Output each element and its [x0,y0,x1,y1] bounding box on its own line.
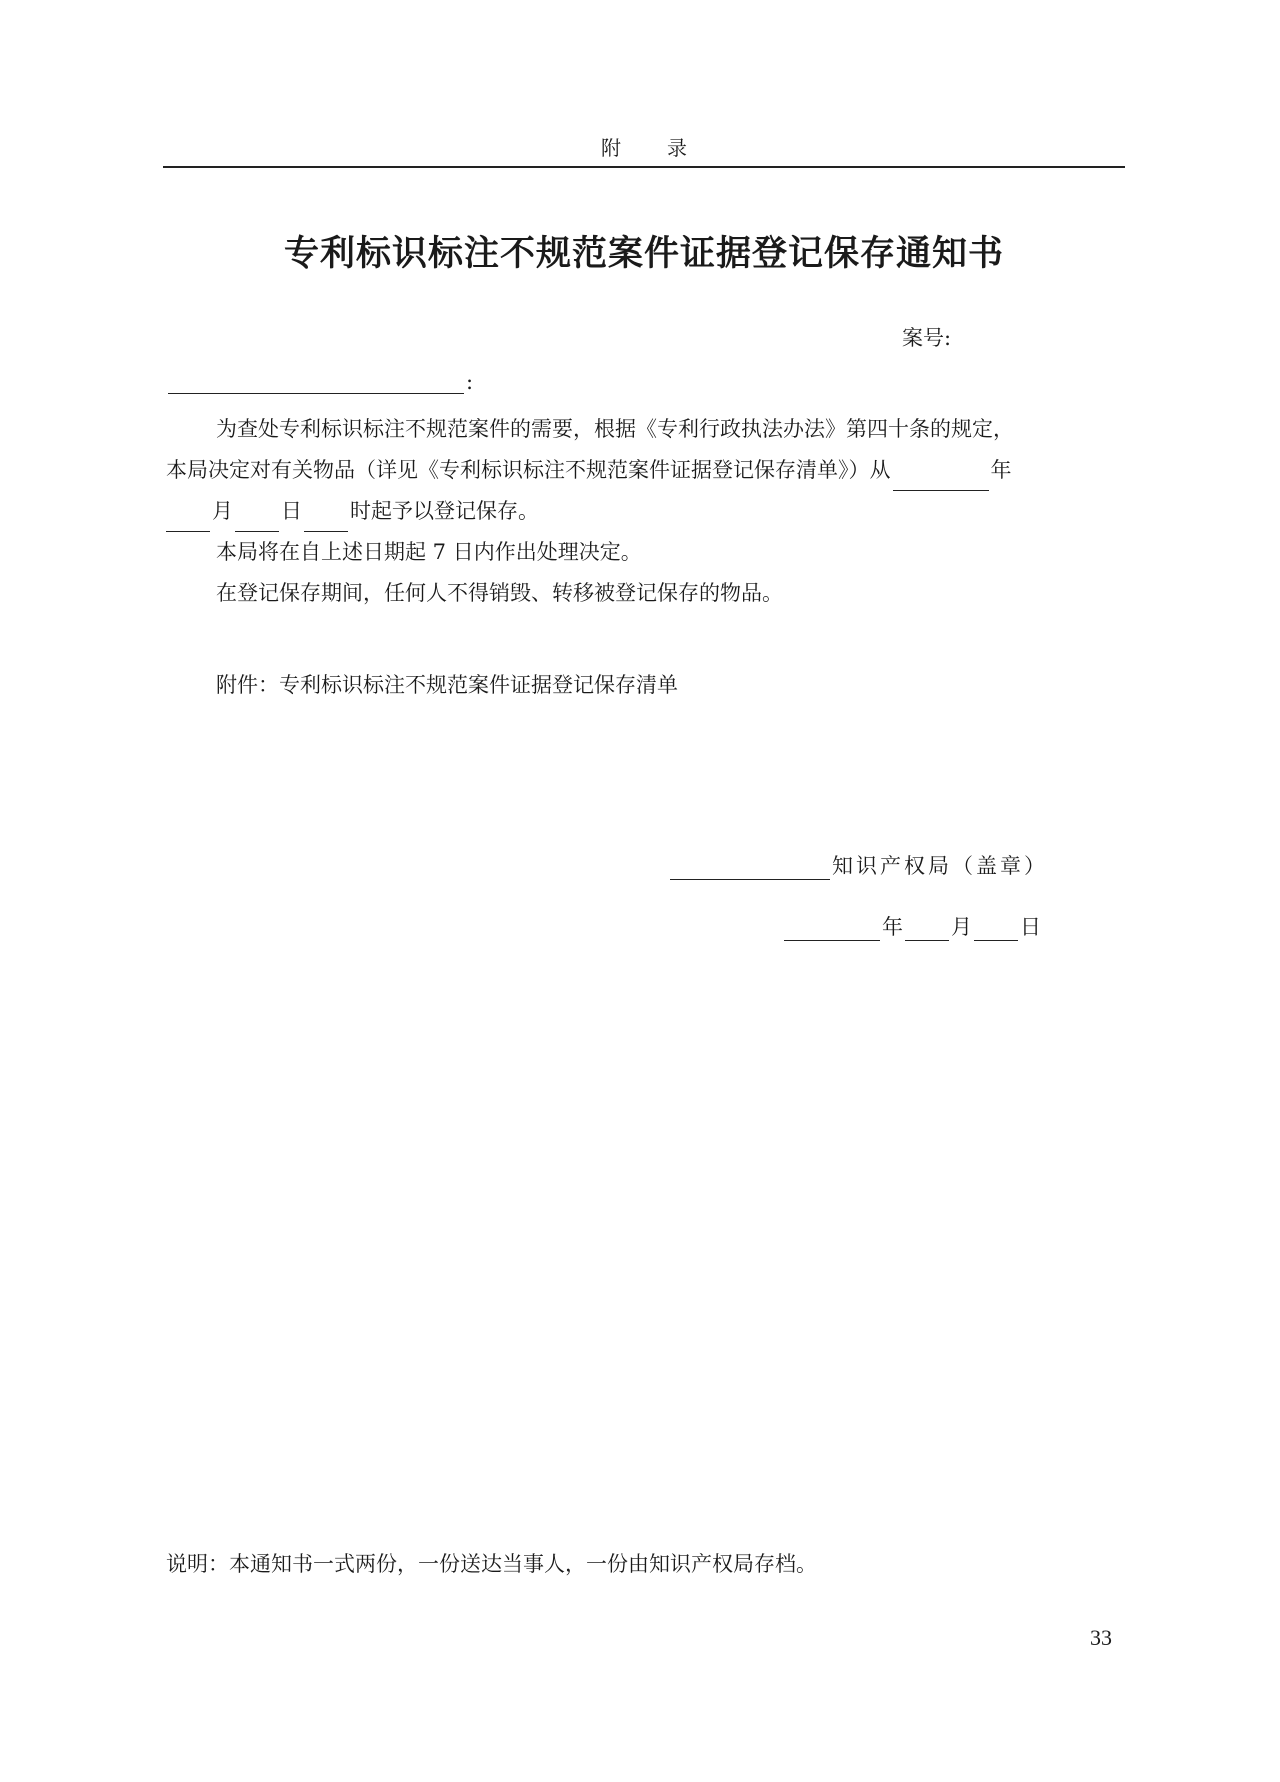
para1-line3 [166,491,1128,532]
header-divider [163,166,1125,168]
addressee-colon: : [466,370,474,394]
addressee-blank[interactable] [168,371,464,394]
explanatory-note: 说明：本通知书一式两份，一份送达当事人，一份由知识产权局存档。 [166,1552,817,1576]
running-header [163,132,1125,161]
para3: 在登记保存期间，任何人不得销毁、转移被登记保存的物品。 [216,581,783,605]
sign-month-char: 月 [951,915,972,939]
month-char: 月 [212,499,233,523]
start-day-blank[interactable] [235,509,279,532]
para1-line2-text: 本局决定对有关物品（详见《专利标识标注不规范案件证据登记保存清单》）从 [166,458,891,482]
para1-line2 [166,450,1128,491]
header-char-fu: 附 [601,136,621,160]
addressee-line [166,370,473,394]
signature-date-line [782,911,1041,941]
sign-day-blank[interactable] [974,918,1018,941]
header-char-lu: 录 [667,136,687,160]
sign-day-char: 日 [1020,915,1041,939]
case-number-label: 案号: [902,326,952,350]
para2: 本局将在自上述日期起 7 日内作出处理决定。 [216,540,642,564]
document-title: 专利标识标注不规范案件证据登记保存通知书 [283,234,1004,274]
para1-line3-tail: 时起予以登记保存。 [350,499,539,523]
year-char: 年 [990,458,1012,482]
page-number: 33 [1090,1625,1112,1650]
start-hour-blank[interactable] [304,509,348,532]
start-year-blank[interactable] [893,468,989,491]
sign-month-blank[interactable] [905,918,949,941]
office-name-blank[interactable] [670,857,830,880]
attachment-line: 附件：专利标识标注不规范案件证据登记保存清单 [216,673,678,697]
day-char: 日 [281,499,302,523]
sign-year-blank[interactable] [784,918,880,941]
sign-year-char: 年 [882,915,903,939]
para1-line1: 为查处专利标识标注不规范案件的需要，根据《专利行政执法办法》第四十条的规定， [216,417,1014,441]
office-seal-label: 知识产权局（盖章） [832,854,1048,878]
start-month-blank[interactable] [166,509,210,532]
seal-line [668,850,1048,880]
notice-body [166,409,1128,614]
